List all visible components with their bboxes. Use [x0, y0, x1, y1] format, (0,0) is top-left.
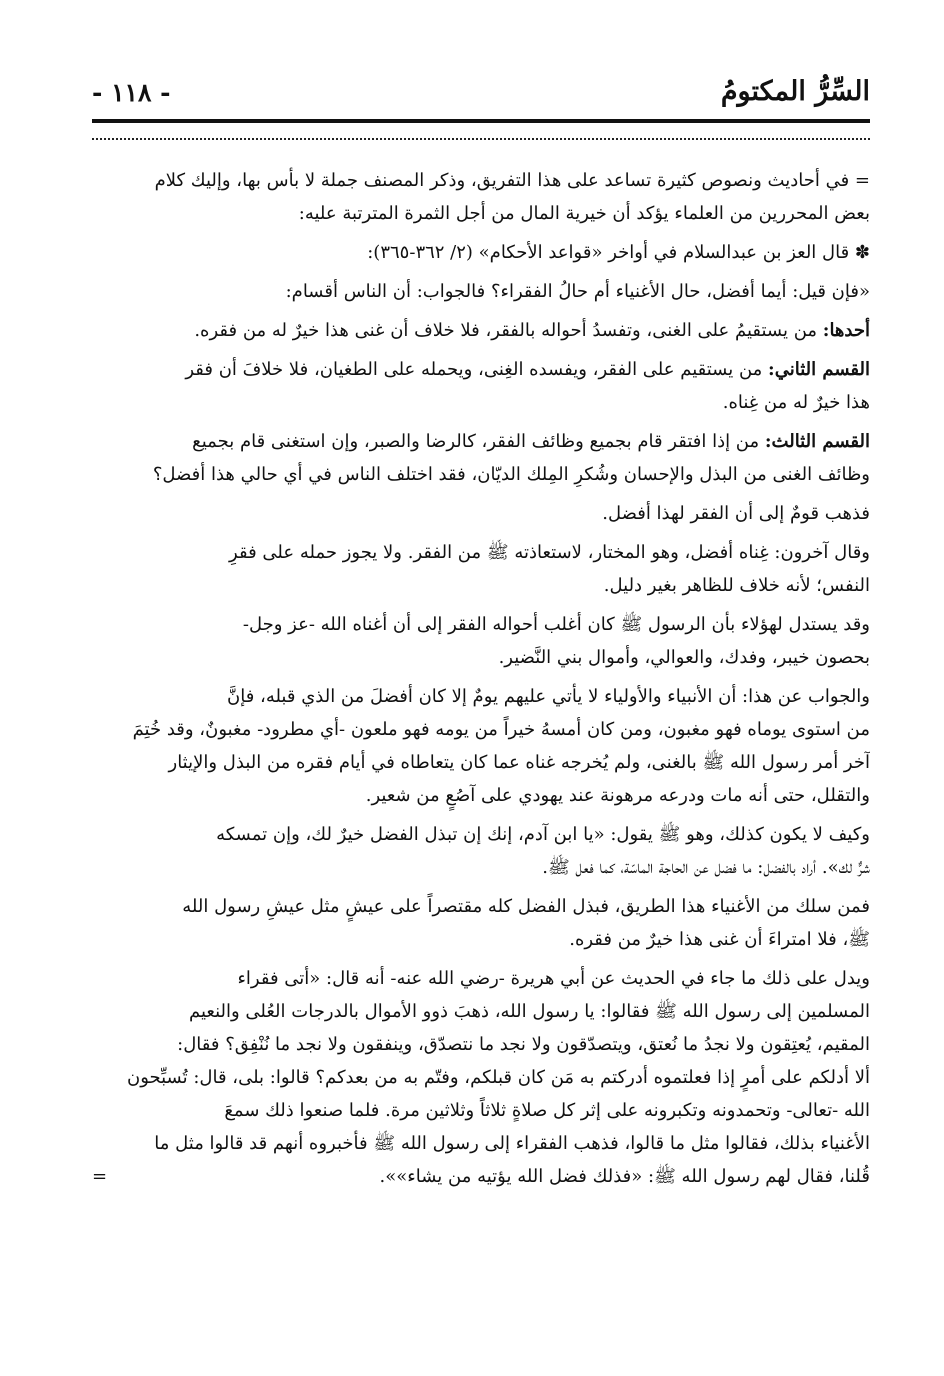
paragraph [92, 536, 870, 602]
text-line [92, 236, 870, 269]
text-line [92, 608, 870, 641]
text-line [92, 164, 870, 197]
page-number: - ١١٨ - [92, 78, 171, 107]
line-text: النفس؛ لأنه خلاف للظاهر بغير دليل. [603, 575, 870, 596]
text-line [92, 746, 870, 779]
text-line [92, 995, 870, 1028]
paragraph [92, 164, 870, 230]
text-line [92, 779, 870, 812]
paragraph [92, 680, 870, 812]
line-text: وقال آخرون: غِناه أفضل، وهو المختار، لاستعاذته ﷺ من الفقر. ولا يجوز حمله على فقرِ [229, 542, 870, 563]
body-text [92, 164, 870, 1193]
text-line [92, 1160, 870, 1193]
paragraph [92, 236, 870, 269]
line-text: ✽ قال العز بن عبدالسلام في أواخر «قواعد الأحكام» (٢/ ٣٦٢-٣٦٥): [367, 242, 870, 263]
line-text: من استوى يوماه فهو مغبون، ومن كان أمسهُ خيراً من يومه فهو ملعون -أي مطرود- مغبونٌ، وقد خُتِمَ [132, 719, 870, 740]
text-line [92, 425, 870, 458]
text-line [92, 314, 870, 347]
text-line [92, 851, 870, 884]
line-text: من يستقيم على الفقر، ويفسده الغِنى، ويحمله على الطغيان، فلا خلافَ أن فقر [185, 359, 769, 380]
line-text: ﷺ، فلا امتراءَ أن غنى هذا خيرٌ من فقره. [569, 929, 870, 950]
book-title: السِّرُّ المكتومُ [720, 76, 870, 107]
line-text: الله -تعالى- وتحمدونه وتكبرونه على إثر كل صلاةٍ ثلاثاً وثلاثين مرة. فلما صنعوا ذلك سمعَ [224, 1100, 870, 1121]
line-text: ويدل على ذلك ما جاء في الحديث عن أبي هريرة -رضي الله عنه- أنه قال: «أتى فقراء [237, 968, 870, 989]
line-text: قُلنا، فقال لهم رسول الله ﷺ: «فذلك فضل الله يؤتيه من يشاء»». [379, 1166, 870, 1187]
line-text: وكيف لا يكون كذلك، وهو ﷺ يقول: «يا ابن آدم، إنك إن تبذل الفضل خيرٌ لك، وإن تمسكه [216, 824, 870, 845]
text-line [92, 1061, 870, 1094]
line-text: والتقلل، حتى أنه مات ودرعه مرهونة عند يهودي على آصُعٍ من شعير. [365, 785, 870, 806]
line-text: والجواب عن هذا: أن الأنبياء والأولياء لا يأتي عليهم يومٌ إلا كان أفضلَ من الذي قبله، فإنَّ [226, 686, 870, 707]
text-line [92, 641, 870, 674]
line-text: وظائف الغنى من البذل والإحسان وشُكرِ المِلك الديّان، فقد اختلف الناس في أي حالي هذا أفضل؟ [152, 464, 870, 485]
paragraph [92, 275, 870, 308]
line-text: بحصون خيبر، وفدك، والعوالي، وأموال بني النَّضير. [498, 647, 870, 668]
text-line [92, 353, 870, 386]
line-text: شرٌّ لك». أراد بالفضل: ما فضل عن الحاجة الماسّة، كما فعل ﷺ. [542, 857, 870, 878]
section-lead: القسم الثالث: [764, 431, 870, 452]
text-line [92, 680, 870, 713]
line-text: آخر أمر رسول الله ﷺ بالغنى، ولم يُخرجه غناه عما كان يتعاطاه في أيام فقره من البذل والإيثار [168, 752, 870, 773]
line-text: ألا أدلكم على أمرٍ إذا فعلتموه أدركتم به مَن كان قبلكم، وفتّم به من بعدكم؟ قالوا: بلى، قال: تُسبِّحون [126, 1067, 870, 1088]
line-text: = في أحاديث ونصوص كثيرة تساعد على هذا التفريق، وذكر المصنف جملة لا بأس بها، وإليك كلام [154, 170, 870, 191]
text-line [92, 890, 870, 923]
text-line [92, 458, 870, 491]
text-line [92, 386, 870, 419]
text-line [92, 1028, 870, 1061]
line-text: من يستقيمُ على الغنى، وتفسدُ أحواله بالفقر، فلا خلاف أن غنى هذا خيرٌ له من فقره. [194, 320, 823, 341]
paragraph [92, 818, 870, 884]
header-rule [92, 119, 870, 123]
text-line [92, 818, 870, 851]
text-line [92, 536, 870, 569]
line-text: «فإن قيل: أيما أفضل، حال الأغنياء أم حالُ الفقراء؟ فالجواب: أن الناس أقسام: [285, 281, 870, 302]
line-text: فذهب قومٌ إلى أن الفقر لهذا أفضل. [602, 503, 870, 524]
text-line [92, 275, 870, 308]
continuation-mark: = [92, 1166, 108, 1187]
paragraph [92, 353, 870, 419]
paragraph [92, 314, 870, 347]
text-line [92, 497, 870, 530]
line-text: فمن سلك من الأغنياء هذا الطريق، فبذل الفضل كله مقتصراً على عيشٍ مثل عيشِ رسول الله [182, 896, 870, 917]
paragraph [92, 497, 870, 530]
dotted-divider [92, 138, 870, 140]
line-text: المقيم، يُعتِقون ولا نجدُ ما نُعتق، ويتصدّقون ولا نجد ما نتصدّق، وينفقون ولا نجد ما نُنْفِق؟ فقال: [177, 1034, 870, 1055]
section-lead: القسم الثاني: [768, 359, 870, 380]
line-text: هذا خيرٌ له من غِناه. [722, 392, 870, 413]
text-line [92, 962, 870, 995]
line-text: وقد يستدل لهؤلاء بأن الرسول ﷺ كان أغلب أحواله الفقر إلى أن أغناه الله -عز وجل- [242, 614, 870, 635]
section-lead: أحدها: [822, 320, 870, 341]
page-header [92, 72, 870, 122]
text-line [92, 569, 870, 602]
line-text: بعض المحررين من العلماء يؤكد أن خيرية المال من أجل الثمرة المترتبة عليه: [298, 203, 870, 224]
paragraph [92, 425, 870, 491]
line-text: من إذا افتقر قام بجميع وظائف الفقر، كالرضا والصبر، وإن استغنى قام بجميع [192, 431, 765, 452]
text-line [92, 713, 870, 746]
text-line [92, 923, 870, 956]
paragraph [92, 608, 870, 674]
line-text: المسلمين إلى رسول الله ﷺ فقالوا: يا رسول الله، ذهبَ ذوو الأموال بالدرجات العُلى والنعيم [188, 1001, 870, 1022]
paragraph [92, 962, 870, 1193]
text-line [92, 1094, 870, 1127]
line-text: الأغنياء بذلك، فقالوا مثل ما قالوا، فذهب الفقراء إلى رسول الله ﷺ فأخبروه أنهم قد قالوا مثل ما [154, 1133, 870, 1154]
text-line [92, 1127, 870, 1160]
text-line [92, 197, 870, 230]
paragraph [92, 890, 870, 956]
